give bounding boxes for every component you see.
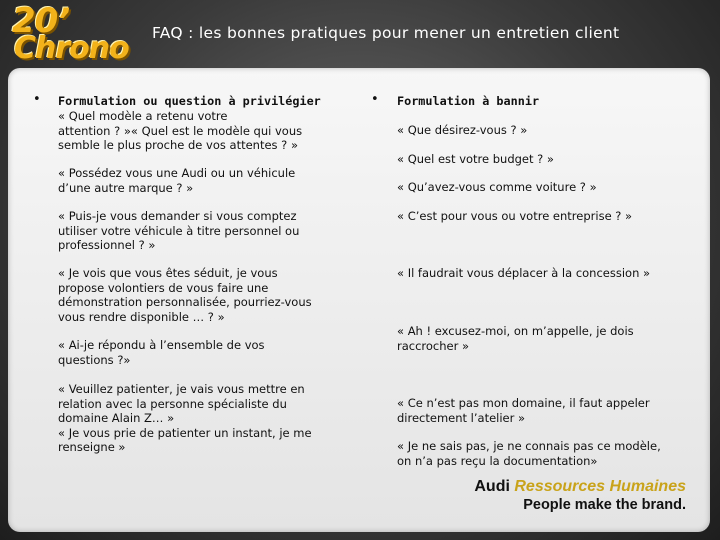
- brand-line: [436, 478, 686, 496]
- list-item: « Ai-je répondu à l’ensemble de vos questions ?»: [58, 338, 265, 367]
- logo-line-1: 20’: [12, 1, 70, 41]
- audi-rh-logo: [436, 478, 686, 518]
- column-banned: [397, 94, 682, 468]
- list-item: « Je ne sais pas, je ne connais pas ce modèle, on n’a pas reçu la documentation»: [397, 439, 661, 468]
- bullet-right: •: [371, 92, 379, 107]
- column-recommended: [58, 94, 343, 454]
- brand-audi: Audi: [474, 478, 510, 495]
- slide-title: FAQ : les bonnes pratiques pour mener un entretien client: [152, 24, 620, 42]
- list-item: « C’est pour vous ou votre entreprise ? »: [397, 209, 633, 223]
- logo-line-2: Chrono: [14, 31, 129, 66]
- brand-rh: Ressources Humaines: [514, 478, 686, 495]
- list-item: « Que désirez-vous ? »: [397, 123, 528, 137]
- column-heading-banned: Formulation à bannir: [397, 94, 540, 108]
- list-item: « Ah ! excusez-moi, on m’appelle, je dois raccrocher »: [397, 324, 634, 353]
- list-item: « Il faudrait vous déplacer à la concession »: [397, 266, 651, 280]
- list-item: « Ce n’est pas mon domaine, il faut appeler directement l’atelier »: [397, 396, 650, 425]
- column-heading-recommended: Formulation ou question à privilégier: [58, 94, 321, 108]
- content-panel: [8, 68, 710, 532]
- bullet-left: •: [33, 92, 41, 107]
- list-item: « Quel est votre budget ? »: [397, 152, 554, 166]
- chrono-logo: [8, 1, 153, 66]
- list-item: « Je vois que vous êtes séduit, je vous propose volontiers de vous faire une démonstration personnalisée, pourriez-vous vous rendre disponible … ? »: [58, 266, 312, 324]
- list-item: « Veuillez patienter, je vais vous mettre en relation avec la personne spécialiste du domaine Alain Z… » « Je vous prie de patienter un instant, je me renseigne »: [58, 382, 312, 454]
- list-item: « Possédez vous une Audi ou un véhicule d’une autre marque ? »: [58, 166, 296, 195]
- list-item: « Qu’avez-vous comme voiture ? »: [397, 180, 597, 194]
- brand-tagline: People make the brand.: [523, 497, 686, 513]
- list-item: « Quel modèle a retenu votre attention ? »« Quel est le modèle qui vous semble le plus proche de vos attentes ? »: [58, 109, 303, 152]
- list-item: « Puis-je vous demander si vous comptez utiliser votre véhicule à titre personnel ou professionnel ? »: [58, 209, 300, 252]
